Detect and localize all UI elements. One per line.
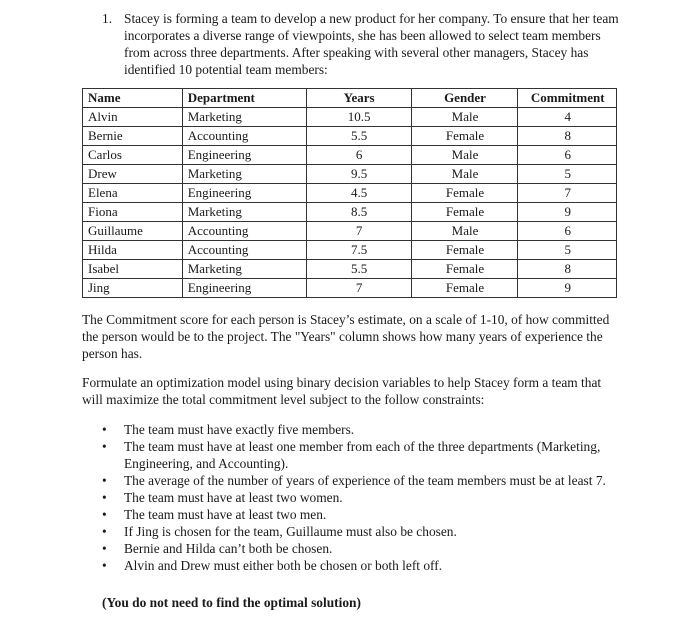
commitment-cell: 7 <box>518 184 617 203</box>
problem-statement <box>102 10 622 78</box>
header-name: Name <box>83 89 183 108</box>
name-cell: Hilda <box>83 241 183 260</box>
bullet-icon: • <box>102 422 107 437</box>
department-cell: Engineering <box>182 279 306 298</box>
table-body <box>83 108 617 298</box>
years-cell: 7 <box>306 222 411 241</box>
gender-cell: Male <box>411 108 518 127</box>
gender-cell: Male <box>411 146 518 165</box>
name-cell: Jing <box>83 279 183 298</box>
name-cell: Elena <box>83 184 183 203</box>
bullet-icon: • <box>102 439 107 454</box>
constraint-text: The team must have at least two men. <box>124 507 327 522</box>
formulation-instructions: Formulate an optimization model using binary decision variables to help Stacey form a team that will maximize the total commitment level subject to the follow constraints: <box>82 375 602 407</box>
constraint-text: The average of the number of years of experience of the team members must be at least 7. <box>124 473 606 488</box>
problem-text: Stacey is forming a team to develop a new product for her company. To ensure that her team incorporates a diverse range of viewpoints, she has been allowed to select team members from across three departments. After speaking with several other managers, Stacey has identified 10 potential team members: <box>124 11 619 77</box>
problem-number: 1. <box>102 11 113 26</box>
team-members-table <box>82 88 617 298</box>
table-row <box>83 127 617 146</box>
department-cell: Accounting <box>182 127 306 146</box>
table-row <box>83 184 617 203</box>
department-cell: Marketing <box>182 165 306 184</box>
commitment-cell: 9 <box>518 203 617 222</box>
table-row <box>83 222 617 241</box>
gender-cell: Male <box>411 222 518 241</box>
gender-cell: Female <box>411 260 518 279</box>
commitment-cell: 8 <box>518 127 617 146</box>
constraint-text: Bernie and Hilda can’t both be chosen. <box>124 541 333 556</box>
bullet-icon: • <box>102 507 107 522</box>
gender-cell: Female <box>411 127 518 146</box>
gender-cell: Female <box>411 241 518 260</box>
name-cell: Guillaume <box>83 222 183 241</box>
constraint-item <box>102 557 627 574</box>
table-row <box>83 203 617 222</box>
commitment-cell: 5 <box>518 241 617 260</box>
name-cell: Alvin <box>83 108 183 127</box>
department-cell: Marketing <box>182 260 306 279</box>
years-cell: 7.5 <box>306 241 411 260</box>
constraint-text: The team must have at least one member from each of the three departments (Marketing, Engineering, and Accounting). <box>124 439 601 471</box>
table-row <box>83 108 617 127</box>
header-gender: Gender <box>411 89 518 108</box>
constraint-item <box>102 489 627 506</box>
bullet-icon: • <box>102 558 107 573</box>
constraint-item <box>102 472 627 489</box>
table-row <box>83 260 617 279</box>
table-row <box>83 279 617 298</box>
bullet-icon: • <box>102 490 107 505</box>
commitment-cell: 4 <box>518 108 617 127</box>
header-department: Department <box>182 89 306 108</box>
constraints-list <box>102 421 627 574</box>
constraint-text: The team must have exactly five members. <box>124 422 355 437</box>
bullet-icon: • <box>102 541 107 556</box>
table-row <box>83 146 617 165</box>
name-cell: Fiona <box>83 203 183 222</box>
table-row <box>83 165 617 184</box>
commitment-cell: 9 <box>518 279 617 298</box>
department-cell: Marketing <box>182 108 306 127</box>
department-cell: Marketing <box>182 203 306 222</box>
commitment-cell: 5 <box>518 165 617 184</box>
constraint-text: The team must have at least two women. <box>124 490 343 505</box>
commitment-cell: 6 <box>518 146 617 165</box>
years-cell: 5.5 <box>306 260 411 279</box>
bullet-icon: • <box>102 524 107 539</box>
name-cell: Carlos <box>83 146 183 165</box>
commitment-cell: 6 <box>518 222 617 241</box>
gender-cell: Female <box>411 279 518 298</box>
department-cell: Accounting <box>182 241 306 260</box>
years-cell: 10.5 <box>306 108 411 127</box>
years-cell: 5.5 <box>306 127 411 146</box>
bullet-icon: • <box>102 473 107 488</box>
years-cell: 9.5 <box>306 165 411 184</box>
constraint-text: Alvin and Drew must either both be chosen or both left off. <box>124 558 443 573</box>
years-cell: 6 <box>306 146 411 165</box>
name-cell: Drew <box>83 165 183 184</box>
header-commitment: Commitment <box>518 89 617 108</box>
gender-cell: Female <box>411 203 518 222</box>
table-header-row <box>83 89 617 108</box>
gender-cell: Female <box>411 184 518 203</box>
years-cell: 7 <box>306 279 411 298</box>
years-cell: 8.5 <box>306 203 411 222</box>
name-cell: Isabel <box>83 260 183 279</box>
commitment-cell: 8 <box>518 260 617 279</box>
constraint-text: If Jing is chosen for the team, Guillaume must also be chosen. <box>124 524 457 539</box>
constraint-item <box>102 506 627 523</box>
department-cell: Accounting <box>182 222 306 241</box>
constraint-item <box>102 540 627 557</box>
constraint-item <box>102 421 627 438</box>
constraint-item <box>102 523 627 540</box>
note: (You do not need to find the optimal solution) <box>102 595 361 610</box>
header-years: Years <box>306 89 411 108</box>
department-cell: Engineering <box>182 184 306 203</box>
constraint-item <box>102 438 627 472</box>
years-cell: 4.5 <box>306 184 411 203</box>
commitment-explanation: The Commitment score for each person is Stacey’s estimate, on a scale of 1-10, of how committed the person would be to the project. The "Years" column shows how many years of experience the person has. <box>82 312 610 361</box>
name-cell: Bernie <box>83 127 183 146</box>
gender-cell: Male <box>411 165 518 184</box>
table-row <box>83 241 617 260</box>
department-cell: Engineering <box>182 146 306 165</box>
